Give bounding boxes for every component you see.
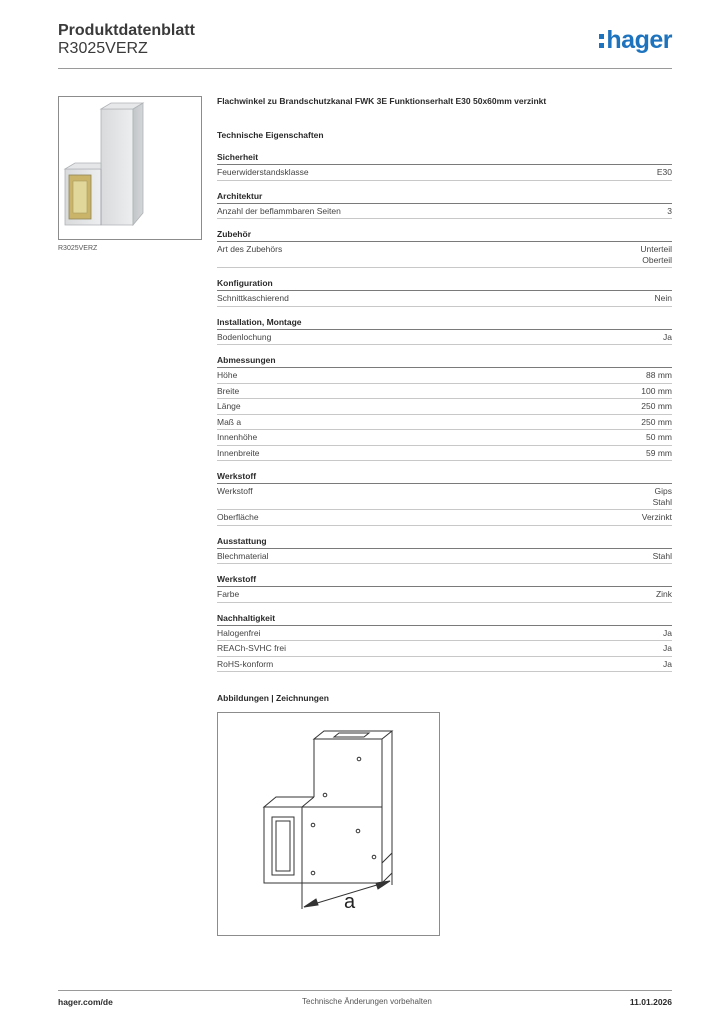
section-title: Abmessungen [217, 355, 672, 368]
property-label: Blechmaterial [217, 550, 269, 561]
property-label: Anzahl der beflammbaren Seiten [217, 205, 341, 216]
footer-website-link[interactable]: hager.com/de [58, 997, 113, 1007]
property-value: Ja [663, 331, 672, 342]
section-sicherheit [217, 152, 672, 181]
property-value: Ja [663, 658, 672, 669]
dimension-label-a: a [344, 891, 356, 913]
property-row [217, 446, 672, 462]
property-row [217, 587, 672, 603]
property-value: Stahl [652, 550, 672, 561]
property-row [217, 242, 672, 268]
property-row [217, 510, 672, 526]
logo-colon-icon [599, 31, 605, 49]
property-label: Oberfläche [217, 512, 259, 522]
property-row [217, 415, 672, 431]
flat-angle-product-image [59, 97, 201, 239]
property-value: 88 mm [646, 370, 672, 380]
footer-divider [58, 990, 672, 991]
section-title: Sicherheit [217, 152, 672, 165]
flat-angle-line-drawing [218, 713, 439, 935]
property-value: 250 mm [641, 401, 672, 411]
footer-date: 11.01.2026 [629, 997, 672, 1007]
property-row [217, 657, 672, 673]
property-label: RoHS-konform [217, 658, 274, 669]
property-value: 59 mm [646, 447, 672, 458]
section-title: Konfiguration [217, 278, 672, 291]
property-row [217, 484, 672, 510]
thumbnail-caption: R3025VERZ [58, 245, 98, 252]
property-value: Nein [654, 293, 672, 303]
property-row [217, 641, 672, 657]
footer-notice: Technische Änderungen vorbehalten [302, 997, 432, 1006]
property-value: 250 mm [641, 416, 672, 427]
section-architektur [217, 191, 672, 220]
property-label: Innenhöhe [217, 432, 258, 442]
property-label: Innenbreite [217, 447, 260, 458]
property-value: 100 mm [641, 385, 672, 396]
property-value: Zink [655, 589, 672, 599]
section-title: Werkstoff [217, 471, 672, 484]
technical-drawing [217, 712, 440, 936]
section-installation [217, 317, 672, 346]
property-label: Länge [217, 401, 241, 411]
header-divider [58, 68, 672, 69]
property-value: Unterteil Oberteil [640, 244, 672, 265]
property-row [217, 430, 672, 446]
property-row [217, 291, 672, 307]
properties-column [217, 96, 672, 682]
property-value: 50 mm [646, 432, 672, 442]
technical-properties-heading: Technische Eigenschaften [217, 130, 324, 140]
product-code: R3025VERZ [58, 40, 148, 57]
property-row [217, 399, 672, 415]
property-label: Bodenlochung [217, 331, 272, 342]
section-title: Architektur [217, 191, 672, 204]
property-label: Werkstoff [217, 486, 253, 496]
property-label: Art des Zubehörs [217, 244, 283, 254]
page-title: Produktdatenblatt [58, 22, 195, 39]
section-title: Zubehör [217, 229, 672, 242]
section-werkstoff [217, 471, 672, 526]
section-title: Ausstattung [217, 536, 672, 549]
property-row [217, 626, 672, 642]
section-title: Nachhaltigkeit [217, 613, 672, 626]
figures-heading: Abbildungen | Zeichnungen [217, 693, 329, 703]
product-description: Flachwinkel zu Brandschutzkanal FWK 3E Funktionserhalt E30 50x60mm verzinkt [217, 96, 547, 106]
property-value: E30 [656, 167, 672, 177]
property-label: Schnittkaschierend [217, 293, 289, 303]
property-label: Maß a [217, 416, 242, 427]
hager-logo [599, 26, 672, 55]
property-row [217, 384, 672, 400]
section-title: Installation, Montage [217, 317, 672, 330]
property-value: 3 [667, 205, 672, 216]
property-value: Ja [663, 627, 672, 638]
property-label: Farbe [217, 589, 240, 599]
property-row [217, 165, 672, 181]
property-label: Höhe [217, 370, 238, 380]
section-werkstoff-farbe [217, 574, 672, 603]
property-value: Gips Stahl [652, 486, 672, 507]
product-thumbnail [58, 96, 202, 240]
property-label: Halogenfrei [217, 627, 261, 638]
section-konfiguration [217, 278, 672, 307]
property-value: Verzinkt [641, 512, 672, 522]
property-row [217, 549, 672, 565]
property-value: Ja [663, 643, 672, 653]
section-title: Werkstoff [217, 574, 672, 587]
section-abmessungen [217, 355, 672, 461]
property-label: Breite [217, 385, 240, 396]
property-label: Feuerwiderstandsklasse [217, 167, 309, 177]
section-zubehoer [217, 229, 672, 268]
section-nachhaltigkeit [217, 613, 672, 673]
property-row [217, 330, 672, 346]
section-ausstattung [217, 536, 672, 565]
property-row [217, 204, 672, 220]
property-row [217, 368, 672, 384]
logo-text: hager [606, 26, 672, 54]
property-label: REACh-SVHC frei [217, 643, 286, 653]
